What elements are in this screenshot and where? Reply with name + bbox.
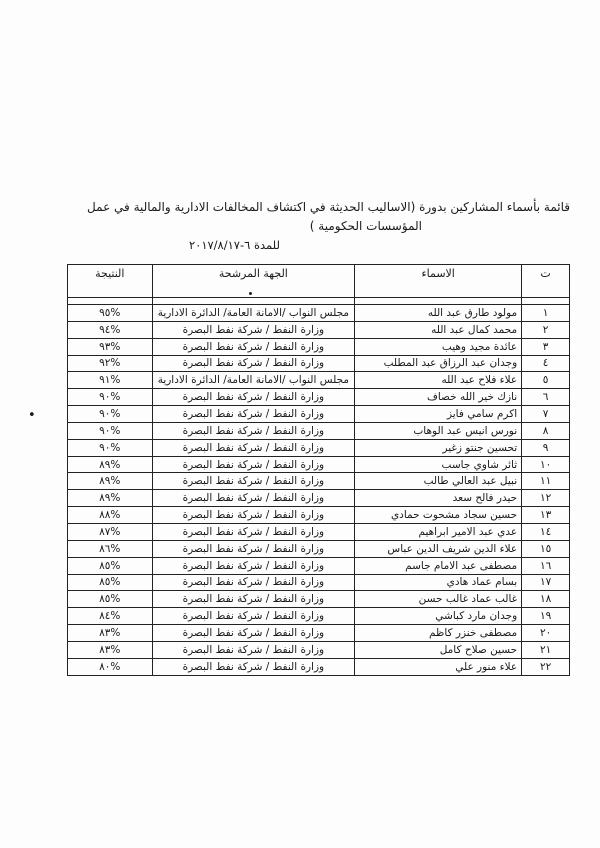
document-title (40, 198, 570, 255)
table-row (68, 490, 570, 507)
result-score: %٨٣ (68, 641, 153, 658)
title-line-1: قائمة بأسماء المشاركين بدورة (الاساليب الحديثة في اكتشاف المخالفات الادارية والمالية في عمل (87, 200, 570, 214)
result-score: %٩٠ (68, 406, 153, 423)
table-row (68, 355, 570, 372)
row-number: ١١ (522, 473, 570, 490)
table-row (68, 625, 570, 642)
table-header-row (68, 265, 570, 298)
result-score: %٨٥ (68, 557, 153, 574)
participant-name: محمد كمال عبد الله (355, 321, 522, 338)
title-line-2: المؤسسات الحكومية ) (309, 219, 422, 233)
row-number: ٢٠ (522, 625, 570, 642)
table-row (68, 523, 570, 540)
nominating-body: وزارة النفط / شركة نفط البصرة (152, 641, 355, 658)
row-number: ٣ (522, 338, 570, 355)
table-row (68, 422, 570, 439)
participant-name: اكرم سامي فايز (355, 406, 522, 423)
header-dot (249, 292, 252, 295)
participant-name: وجدان مارد كباشي (355, 608, 522, 625)
row-number: ١٦ (522, 557, 570, 574)
row-number: ٧ (522, 406, 570, 423)
nominating-body: وزارة النفط / شركة نفط البصرة (152, 523, 355, 540)
row-number: ١٤ (522, 523, 570, 540)
nominating-body: وزارة النفط / شركة نفط البصرة (152, 625, 355, 642)
row-number: ١٣ (522, 507, 570, 524)
header-names: الاسماء (355, 265, 522, 298)
participant-name: حسين سجاد مشحوت حمادي (355, 507, 522, 524)
participant-name: عدي عبد الامير ابراهيم (355, 523, 522, 540)
table-row (68, 557, 570, 574)
result-score: %٩٠ (68, 422, 153, 439)
nominating-body: مجلس النواب /الامانة العامة/ الدائرة الادارية (152, 372, 355, 389)
nominating-body: وزارة النفط / شركة نفط البصرة (152, 591, 355, 608)
participant-name: ثائر شاوي جاسب (355, 456, 522, 473)
result-score: %٨٥ (68, 574, 153, 591)
participant-name: وجدان عبد الرزاق عبد المطلب (355, 355, 522, 372)
table-row (68, 372, 570, 389)
table-row (68, 608, 570, 625)
row-number: ٢١ (522, 641, 570, 658)
participant-name: عائدة مجيد وهيب (355, 338, 522, 355)
table-body (68, 298, 570, 676)
row-number: ٨ (522, 422, 570, 439)
nominating-body: وزارة النفط / شركة نفط البصرة (152, 456, 355, 473)
result-score: %٨٣ (68, 625, 153, 642)
participants-table (67, 264, 570, 676)
result-score: %٨٩ (68, 456, 153, 473)
row-number: ٥ (522, 372, 570, 389)
participant-name: حيدر فالح سعد (355, 490, 522, 507)
row-number: ٢ (522, 321, 570, 338)
nominating-body: وزارة النفط / شركة نفط البصرة (152, 439, 355, 456)
header-result: النتيجة (68, 265, 153, 298)
result-score: %٨٥ (68, 591, 153, 608)
table-row (68, 406, 570, 423)
participant-name: نورس انيس عبد الوهاب (355, 422, 522, 439)
nominating-body: وزارة النفط / شركة نفط البصرة (152, 507, 355, 524)
result-score: %٨٩ (68, 490, 153, 507)
header-organization-label: الجهة المرشحة (218, 267, 288, 280)
row-number: ١٥ (522, 540, 570, 557)
participant-name: بسام عماد هادي (355, 574, 522, 591)
result-score: %٩٠ (68, 389, 153, 406)
nominating-body: وزارة النفط / شركة نفط البصرة (152, 557, 355, 574)
participant-name: نازك خير الله خصاف (355, 389, 522, 406)
nominating-body: وزارة النفط / شركة نفط البصرة (152, 422, 355, 439)
nominating-body: وزارة النفط / شركة نفط البصرة (152, 355, 355, 372)
row-number: ٩ (522, 439, 570, 456)
table-row (68, 658, 570, 675)
row-number: ١٢ (522, 490, 570, 507)
participant-name: نبيل عبد العالي طالب (355, 473, 522, 490)
participant-name: تحسين جنتو زغير (355, 439, 522, 456)
result-score: %٨٧ (68, 523, 153, 540)
participant-name: غالب عماد غالب حسن (355, 591, 522, 608)
period-line: للمدة ٦-٢٠١٧/٨/١٧ (188, 238, 280, 252)
header-organization (152, 265, 355, 298)
nominating-body: وزارة النفط / شركة نفط البصرة (152, 574, 355, 591)
result-score: %٩١ (68, 372, 153, 389)
result-score: %٩٥ (68, 305, 153, 322)
row-number: ١٨ (522, 591, 570, 608)
table-row (68, 473, 570, 490)
row-number: ٦ (522, 389, 570, 406)
result-score: %٨٨ (68, 507, 153, 524)
nominating-body: وزارة النفط / شركة نفط البصرة (152, 389, 355, 406)
margin-mark: • (28, 408, 36, 423)
participant-name: حسين صلاح كامل (355, 641, 522, 658)
nominating-body: وزارة النفط / شركة نفط البصرة (152, 608, 355, 625)
table-row (68, 574, 570, 591)
table-row (68, 540, 570, 557)
table-row (68, 456, 570, 473)
spacer-cell (68, 298, 153, 305)
participant-name: علاء فلاح عبد الله (355, 372, 522, 389)
spacer-cell (522, 298, 570, 305)
nominating-body: وزارة النفط / شركة نفط البصرة (152, 406, 355, 423)
result-score: %٩٤ (68, 321, 153, 338)
nominating-body: وزارة النفط / شركة نفط البصرة (152, 658, 355, 675)
result-score: %٨٠ (68, 658, 153, 675)
table-row (68, 641, 570, 658)
result-score: %٨٦ (68, 540, 153, 557)
row-number: ١ (522, 305, 570, 322)
row-number: ١٠ (522, 456, 570, 473)
nominating-body: وزارة النفط / شركة نفط البصرة (152, 490, 355, 507)
table-spacer-row (68, 298, 570, 305)
table-row (68, 507, 570, 524)
table-row (68, 321, 570, 338)
result-score: %٨٤ (68, 608, 153, 625)
spacer-cell (355, 298, 522, 305)
result-score: %٩٢ (68, 355, 153, 372)
result-score: %٨٩ (68, 473, 153, 490)
table-row (68, 389, 570, 406)
row-number: ٢٢ (522, 658, 570, 675)
nominating-body: وزارة النفط / شركة نفط البصرة (152, 473, 355, 490)
table-row (68, 338, 570, 355)
nominating-body: وزارة النفط / شركة نفط البصرة (152, 338, 355, 355)
result-score: %٩٠ (68, 439, 153, 456)
row-number: ٤ (522, 355, 570, 372)
result-score: %٩٣ (68, 338, 153, 355)
nominating-body: وزارة النفط / شركة نفط البصرة (152, 321, 355, 338)
nominating-body: مجلس النواب /الامانة العامة/ الدائرة الادارية (152, 305, 355, 322)
row-number: ١٧ (522, 574, 570, 591)
row-number: ١٩ (522, 608, 570, 625)
participant-name: مصطفى عبد الامام جاسم (355, 557, 522, 574)
table-row (68, 305, 570, 322)
table-row (68, 439, 570, 456)
table-row (68, 591, 570, 608)
participant-name: مولود طارق عبد الله (355, 305, 522, 322)
participant-name: علاء منور علي (355, 658, 522, 675)
header-number: ت (522, 265, 570, 298)
participant-name: علاء الدين شريف الدين عباس (355, 540, 522, 557)
nominating-body: وزارة النفط / شركة نفط البصرة (152, 540, 355, 557)
spacer-cell (152, 298, 355, 305)
participant-name: مصطفى خنزر كاظم (355, 625, 522, 642)
